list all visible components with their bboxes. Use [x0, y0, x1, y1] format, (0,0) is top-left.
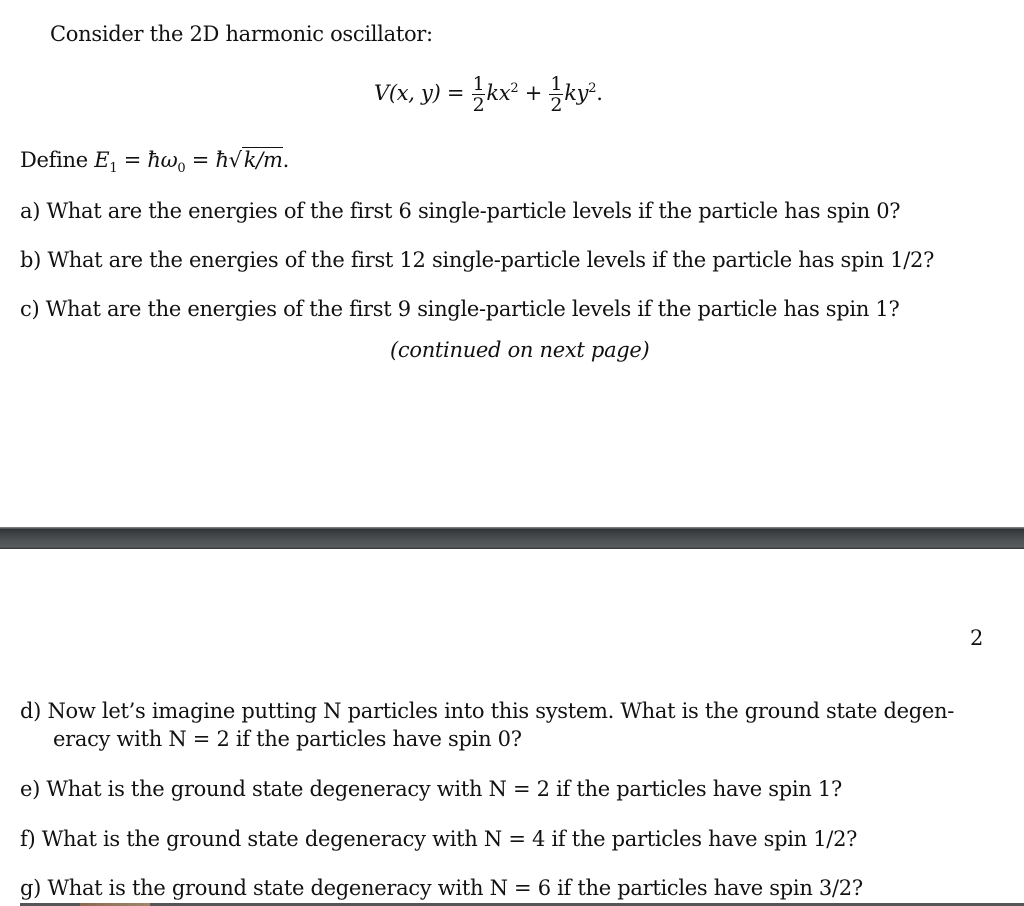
page-2 [0, 549, 1024, 906]
question-g: g) What is the ground state degeneracy with N = 6 if the particles have spin 3/2? [20, 876, 863, 900]
potential-equation: V(x, y) = $\frac{1}{2}$ $kx^2$ + $\frac{1}{2}$ $ky^2$. [374, 73, 603, 116]
intro-text: Consider the 2D harmonic oscillator: [50, 22, 433, 46]
continued-note: (continued on next page) [390, 338, 650, 362]
fraction-1: $\frac{1}{2}$ [472, 73, 485, 116]
equation-lhs: V(x, y) = [374, 81, 465, 105]
fraction-2: $\frac{1}{2}$ [550, 73, 563, 116]
question-d-cont: eracy with N = 2 if the particles have spin 0? [53, 727, 522, 751]
page-separator [0, 527, 1024, 549]
page-number: 2 [970, 626, 984, 650]
question-f: f) What is the ground state degeneracy with N = 4 if the particles have spin 1/2? [20, 827, 858, 851]
definition-line: Define $E_1$ = $ħ\omega_0$ = ħ√k/m. [20, 148, 289, 177]
question-b: b) What are the energies of the first 12 single-particle levels if the particle has spin 1/2? [20, 248, 935, 272]
question-c: c) What are the energies of the first 9 single-particle levels if the particle has spin 1? [20, 297, 900, 321]
question-d: d) Now let’s imagine putting N particles into this system. What is the ground state degen- [20, 699, 955, 723]
question-a: a) What are the energies of the first 6 single-particle levels if the particle has spin 0? [20, 199, 901, 223]
question-e: e) What is the ground state degeneracy with N = 2 if the particles have spin 1? [20, 777, 842, 801]
